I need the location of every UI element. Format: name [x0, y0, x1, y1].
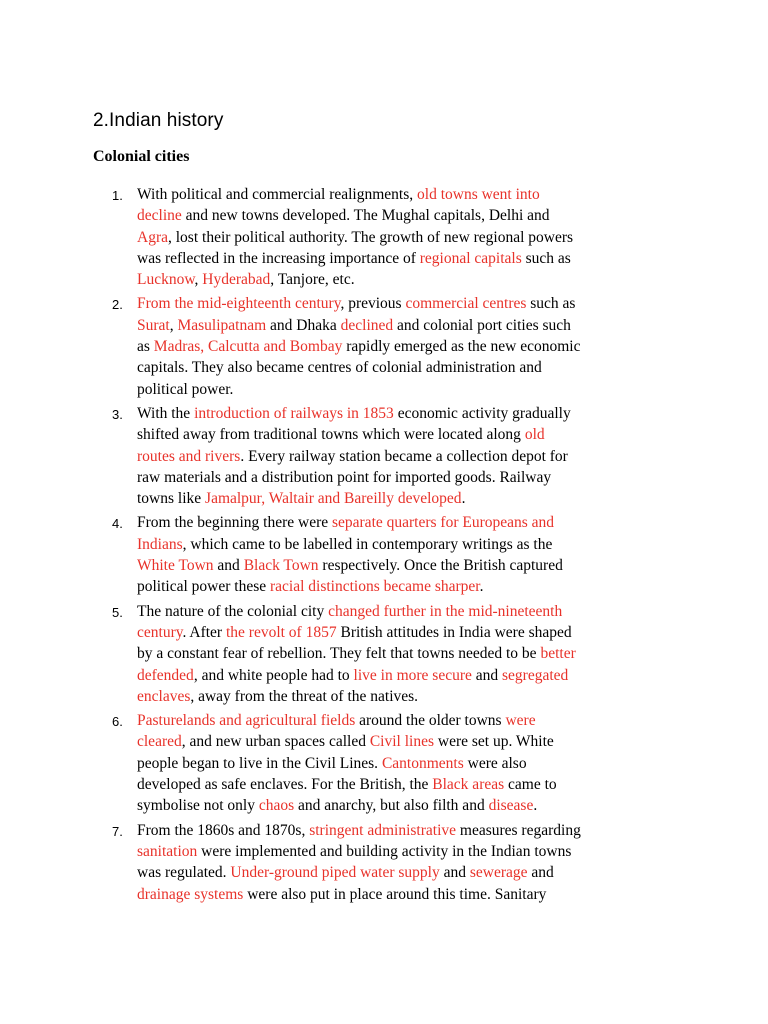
text-segment: . After [182, 623, 226, 641]
highlighted-text: drainage systems [137, 885, 244, 903]
text-segment: was reflected in the increasing importance of [137, 249, 420, 267]
highlighted-text: Pasturelands and agricultural fields [137, 712, 356, 730]
text-line [137, 820, 693, 841]
text-segment: From the beginning there were [137, 514, 332, 532]
text-segment: . [461, 490, 466, 508]
text-segment: people began to live in the Civil Lines. [137, 754, 382, 772]
text-segment: rapidly emerged as the new economic [342, 338, 581, 356]
text-line [137, 753, 693, 774]
text-segment: as [137, 338, 154, 356]
text-line [137, 315, 693, 336]
highlighted-text: Civil lines [369, 733, 434, 751]
text-line [137, 665, 693, 686]
list-item [93, 820, 693, 905]
highlighted-text: From the mid-eighteenth century [137, 295, 341, 313]
text-segment: were also put in place around this time. Sanitary [243, 885, 547, 903]
highlighted-text: old towns went into [417, 186, 540, 203]
text-segment: and [471, 666, 503, 684]
text-line [137, 643, 693, 664]
highlighted-text: Agra [137, 228, 168, 246]
highlighted-text: changed further in the mid-nineteenth [328, 602, 563, 620]
text-line [137, 601, 693, 622]
highlighted-text: regional capitals [419, 249, 522, 267]
text-line [137, 293, 693, 314]
text-segment: political power these [137, 578, 270, 596]
page-title: 2.Indian history [93, 110, 224, 131]
highlighted-text: the revolt of 1857 [225, 623, 337, 641]
text-segment: With political and commercial realignments, [137, 186, 418, 203]
text-line [137, 576, 693, 597]
list-item-number: 1. [112, 188, 123, 203]
text-segment: With the [137, 404, 195, 422]
text-segment: shifted away from traditional towns which were located along [137, 426, 525, 444]
text-segment: From the 1860s and 1870s, [137, 821, 310, 839]
text-segment: and [213, 557, 244, 575]
list-item [93, 293, 693, 399]
text-line [137, 227, 693, 248]
text-segment: , Tanjore, etc. [270, 271, 355, 289]
text-segment: was regulated. [137, 864, 231, 882]
highlighted-text: sewerage [469, 864, 528, 882]
text-line [137, 205, 693, 226]
text-line [137, 248, 693, 269]
list-item-number: 2. [112, 297, 123, 313]
highlighted-text: White Town [137, 557, 214, 575]
text-line [137, 184, 693, 205]
text-line [137, 731, 693, 752]
highlighted-text: commercial centres [405, 295, 527, 313]
list-item-number: 3. [112, 406, 123, 422]
numbered-list [93, 184, 693, 908]
highlighted-text: Indians [137, 535, 183, 553]
list-item [93, 512, 693, 597]
text-line [137, 424, 693, 445]
text-segment: such as [526, 295, 576, 313]
text-segment: . Every railway station became a collection depot for [240, 447, 568, 465]
highlighted-text: Masulipatnam [177, 316, 267, 334]
list-item [93, 403, 693, 509]
text-segment: , away from the threat of the natives. [190, 687, 419, 705]
highlighted-text: Madras, Calcutta and Bombay [153, 338, 343, 356]
highlighted-text: better [540, 645, 576, 663]
text-segment: and Dhaka [266, 316, 341, 334]
text-segment: and [527, 864, 554, 882]
text-segment: The nature of the colonial city [137, 602, 329, 620]
highlighted-text: Cantonments [381, 754, 464, 772]
text-segment: capitals. They also became centres of colonial administration and [137, 359, 542, 377]
text-line [137, 446, 693, 467]
text-segment: , [169, 316, 178, 334]
text-segment: such as [521, 249, 571, 267]
text-line [137, 357, 693, 378]
highlighted-text: routes and rivers [137, 447, 241, 465]
text-segment: , previous [340, 295, 406, 313]
highlighted-text: chaos [258, 797, 295, 815]
text-segment: British attitudes in India were shaped [336, 623, 572, 641]
text-segment: , and new urban spaces called [181, 733, 370, 751]
text-segment: economic activity gradually [393, 404, 571, 422]
section-heading: Colonial cities [93, 148, 190, 165]
text-segment: and anarchy, but also filth and [294, 797, 489, 815]
highlighted-text: disease [488, 797, 534, 815]
text-line [137, 269, 693, 290]
highlighted-text: old [524, 426, 545, 444]
highlighted-text: enclaves [137, 687, 191, 705]
text-segment: , [194, 271, 203, 289]
text-line [137, 884, 693, 905]
text-line [137, 555, 693, 576]
text-segment: and [439, 864, 470, 882]
highlighted-text: racial distinctions became sharper [270, 578, 480, 596]
highlighted-text: declined [340, 316, 394, 334]
text-segment: . [533, 797, 538, 815]
text-segment: by a constant fear of rebellion. They felt that towns needed to be [137, 645, 541, 663]
highlighted-text: Hyderabad [202, 271, 271, 289]
text-segment: , which came to be labelled in contemporary writings as the [182, 535, 553, 553]
highlighted-text: century [137, 623, 183, 641]
highlighted-text: stringent administrative [309, 821, 457, 839]
text-line [137, 488, 693, 509]
text-line [137, 534, 693, 555]
text-line [137, 862, 693, 883]
text-line [137, 512, 693, 533]
text-line [137, 403, 693, 424]
highlighted-text: sanitation [137, 842, 198, 860]
text-segment: developed as safe enclaves. For the British, the [137, 776, 433, 794]
text-segment: , and white people had to [193, 666, 354, 684]
highlighted-text: decline [137, 207, 182, 225]
text-line [137, 379, 693, 400]
highlighted-text: introduction of railways in 1853 [194, 404, 394, 422]
text-segment: respectively. Once the British captured [318, 557, 563, 575]
highlighted-text: Under-ground piped water supply [230, 864, 440, 882]
list-item-number: 7. [112, 823, 123, 839]
text-segment: and colonial port cities such [393, 316, 571, 334]
text-segment: were implemented and building activity in the Indian towns [197, 842, 572, 860]
text-segment: towns like [137, 490, 206, 508]
highlighted-text: cleared [137, 733, 182, 751]
text-line [137, 710, 693, 731]
text-line [137, 795, 693, 816]
list-item [93, 184, 693, 290]
list-item-number: 4. [112, 516, 123, 532]
highlighted-text: live in more secure [353, 666, 472, 684]
text-segment: . [479, 578, 484, 596]
list-item [93, 710, 693, 816]
highlighted-text: Jamalpur, Waltair and Bareilly developed [205, 490, 462, 508]
list-item [93, 601, 693, 707]
text-segment: around the older towns [355, 712, 506, 730]
text-segment: measures regarding [456, 821, 581, 839]
text-line [137, 467, 693, 488]
highlighted-text: segregated [502, 666, 569, 684]
text-line [137, 774, 693, 795]
text-segment: were also [463, 754, 527, 772]
text-line [137, 841, 693, 862]
text-segment: were set up. White [434, 733, 554, 751]
highlighted-text: were [505, 712, 536, 730]
text-segment: came to [504, 776, 557, 794]
text-segment: and new towns developed. The Mughal capitals, Delhi and [181, 207, 550, 225]
highlighted-text: Black Town [243, 557, 319, 575]
text-segment: , lost their political authority. The growth of new regional powers [168, 228, 574, 246]
highlighted-text: defended [137, 666, 194, 684]
text-line [137, 622, 693, 643]
text-line [137, 336, 693, 357]
highlighted-text: separate quarters for Europeans and [331, 514, 555, 532]
text-line [137, 686, 693, 707]
text-segment: symbolise not only [137, 797, 259, 815]
list-item-number: 6. [112, 714, 123, 730]
highlighted-text: Lucknow [137, 271, 195, 289]
text-segment: political power. [137, 380, 234, 398]
list-item-number: 5. [112, 604, 123, 620]
highlighted-text: Black areas [432, 776, 505, 794]
text-segment: raw materials and a distribution point for imported goods. Railway [137, 468, 552, 486]
highlighted-text: Surat [137, 316, 170, 334]
